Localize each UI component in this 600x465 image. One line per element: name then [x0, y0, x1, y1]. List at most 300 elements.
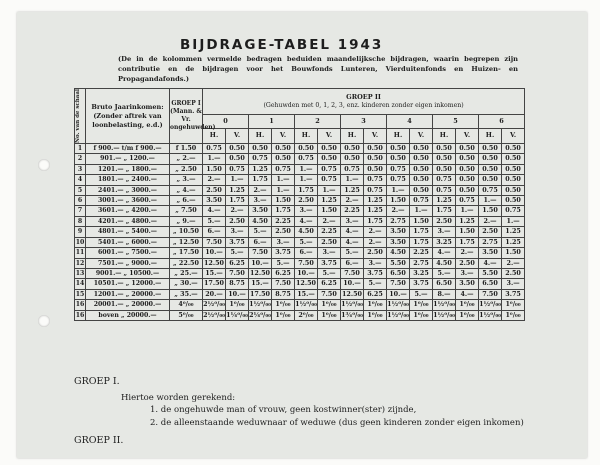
row-income-range: 20001.— „ 20000.— — [86, 300, 170, 310]
row-group2-value: 0.50 — [364, 154, 387, 164]
header-group2-title: GROEP II — [346, 92, 381, 101]
row-group2-value: 3.75 — [272, 248, 295, 258]
row-group2-value: 3.50 — [387, 227, 410, 237]
row-group2-value: 2½⁰/₀₀ — [203, 300, 225, 309]
row-group2-value: 1.— — [272, 185, 295, 195]
row-group2-value: 5.— — [433, 268, 456, 278]
row-group2-value: 1.50 — [387, 196, 410, 206]
row-group1-value: 4⁰/₀₀ — [170, 300, 203, 310]
row-group2-value: 2.— — [341, 196, 364, 206]
row-group2-value: 0.50 — [249, 144, 272, 154]
row-number: 10 — [75, 238, 85, 246]
row-number: 6 — [75, 196, 86, 206]
row-group2-value: 6.25 — [272, 268, 295, 278]
row-group2-value: 5.— — [410, 289, 433, 299]
row-group2-value: 1½⁰/₀₀ — [387, 310, 409, 319]
row-group2-value: 3.75 — [364, 268, 387, 278]
row-group2-value: 4.50 — [249, 216, 272, 226]
row-group2-value: 1.25 — [456, 216, 479, 226]
row-group2-value: 7.50 — [272, 279, 295, 289]
row-group2-value: 0.50 — [387, 144, 410, 154]
row-income-range: 9001.— „ 10500.— — [86, 268, 170, 278]
row-group2-value: 10.— — [226, 289, 249, 299]
row-group2-value: 7.50 — [387, 279, 410, 289]
row-group2-value: 0.75 — [364, 185, 387, 195]
row-group2-value: 15.— — [295, 289, 318, 299]
row-group2-value: 5.— — [272, 258, 295, 268]
row-group2-value: 1⁰/₀₀ — [272, 300, 295, 310]
row-group2-value: 5.— — [341, 248, 364, 258]
row-group2-value: 2.— — [364, 227, 387, 237]
row-group2-value: 10.— — [387, 289, 410, 299]
row-group2-value: 1⁰/₀₀ — [226, 300, 249, 310]
row-group2-value: 2.75 — [410, 258, 433, 268]
row-number: 5 — [75, 185, 86, 195]
header-h: H. — [387, 129, 410, 144]
row-group2-value: 0.50 — [479, 175, 502, 185]
row-group2-value: 2.50 — [456, 258, 479, 268]
contribution-table — [74, 88, 525, 321]
row-number: 1 — [75, 144, 86, 154]
row-group2-value: 4.— — [295, 216, 318, 226]
row-group2-value: 6.25 — [226, 258, 249, 268]
row-group2-value: 3.75 — [226, 237, 249, 247]
row-number: 11 — [75, 249, 85, 257]
row-group2-value: 0.75 — [433, 175, 456, 185]
row-group2-value: 0.75 — [226, 164, 249, 174]
row-group2-value: 0.50 — [456, 185, 479, 195]
row-group2-value: 1.25 — [318, 196, 341, 206]
row-group2-value: 2.25 — [318, 227, 341, 237]
row-group2-value: 0.50 — [364, 164, 387, 174]
page-subtitle: (De in de kolommen vermelde bedragen beduiden maandelijksche bijdragen, waarin begrepen zijn contributie en de bijdragen voor het Bouwfonds Lunteren, Vierduitenfonds en Huizen- en Propagandafonds.) — [118, 55, 518, 83]
row-group2-value: 2.— — [318, 216, 341, 226]
row-group2-value: 1.— — [203, 154, 226, 164]
row-group2-value: 0.50 — [410, 154, 433, 164]
row-income-range: 12001.— „ 20000.— — [86, 289, 170, 299]
row-group2-value: 0.75 — [341, 164, 364, 174]
row-group1-value: „ 3.— — [170, 175, 203, 185]
row-group2-value: 6.50 — [479, 279, 502, 289]
row-group2-value: 2.— — [249, 185, 272, 195]
table-row — [75, 216, 525, 226]
header-children-1: 1 — [249, 114, 295, 129]
header-h: H. — [433, 129, 456, 144]
row-group2-value: 3.— — [502, 279, 525, 289]
row-group2-value: 4.— — [479, 258, 502, 268]
row-number: 16 — [75, 311, 85, 319]
row-group2-value: 2.— — [387, 206, 410, 216]
groep1-item-2: 2. de alleenstaande weduwnaar of weduwe (dus geen kinderen zonder eigen inkomen) — [150, 418, 524, 428]
row-group2-value: 0.75 — [387, 175, 410, 185]
row-group2-value: 0.75 — [318, 175, 341, 185]
table-row — [75, 227, 525, 237]
row-group2-value: 0.50 — [502, 154, 525, 164]
row-group2-value: 3.— — [364, 258, 387, 268]
row-group2-value: 7.50 — [249, 248, 272, 258]
row-group2-value: 0.50 — [502, 185, 525, 195]
row-group2-value: 1.50 — [272, 196, 295, 206]
row-income-range: 901.— „ 1200.— — [86, 154, 170, 164]
row-group2-value: 1⁰/₀₀ — [456, 310, 479, 320]
row-group1-value: „ 30.— — [170, 279, 203, 289]
row-group2-value: 0.50 — [364, 144, 387, 154]
header-v: V. — [272, 129, 295, 144]
row-group2-value: 7.50 — [479, 289, 502, 299]
row-group1-value: „ 4.— — [170, 185, 203, 195]
row-group2-value: 15.— — [249, 279, 272, 289]
row-income-range: 2401.— „ 3000.— — [86, 185, 170, 195]
row-group2-value: 0.50 — [318, 144, 341, 154]
row-group2-value: 1⁰/₀₀ — [410, 300, 433, 310]
row-income-range: f 900.— t/m f 900.— — [86, 144, 170, 154]
table-row — [75, 185, 525, 195]
row-group1-value: „ 7.50 — [170, 206, 203, 216]
table-row — [75, 237, 525, 247]
row-group2-value: 20.— — [203, 289, 226, 299]
row-group1-value: „ 2.50 — [170, 164, 203, 174]
row-number: 4 — [75, 175, 86, 185]
row-group2-value: 0.75 — [295, 154, 318, 164]
row-group2-value: 3.25 — [433, 237, 456, 247]
row-group2-value: 0.75 — [249, 154, 272, 164]
row-income-range: 6001.— „ 7500.— — [86, 248, 170, 258]
row-group2-value: 1.25 — [502, 227, 525, 237]
row-group2-value: 3.— — [295, 206, 318, 216]
row-group2-value: 3.— — [272, 237, 295, 247]
header-h: H. — [203, 129, 226, 144]
row-group2-value: 0.50 — [502, 164, 525, 174]
row-group1-value: 5⁰/₀₀ — [170, 310, 203, 320]
punch-hole-bottom — [38, 315, 50, 327]
table-row — [75, 154, 525, 164]
row-group2-value: 1.75 — [456, 237, 479, 247]
row-group2-value: 6.25 — [364, 289, 387, 299]
row-group2-value: 1¾⁰/₀₀ — [341, 310, 363, 319]
row-group2-value: 0.50 — [433, 164, 456, 174]
row-group2-value: 5.— — [226, 248, 249, 258]
row-group1-value: „ 6.— — [170, 196, 203, 206]
row-group2-value: 0.50 — [272, 144, 295, 154]
row-group2-value: 3.25 — [410, 268, 433, 278]
row-group2-value: 5.50 — [387, 258, 410, 268]
row-group2-value: 0.50 — [433, 144, 456, 154]
row-group2-value: 1.— — [456, 206, 479, 216]
row-group2-value: 3.— — [456, 268, 479, 278]
row-group2-value: 6.50 — [433, 279, 456, 289]
row-group2-value: 1.— — [341, 175, 364, 185]
row-group2-value: 10.— — [249, 258, 272, 268]
row-group2-value: 1⁰/₀₀ — [364, 300, 387, 310]
row-group2-value: 2.75 — [479, 237, 502, 247]
row-group2-value: 0.50 — [502, 175, 525, 185]
row-income-range: 1201.— „ 1800.— — [86, 164, 170, 174]
row-group2-value: 2.75 — [387, 216, 410, 226]
row-group2-value: 0.75 — [318, 164, 341, 174]
row-group2-value: 7.50 — [295, 258, 318, 268]
header-nr: No. van de schaal — [75, 89, 86, 144]
row-group1-value: „ 25.— — [170, 268, 203, 278]
row-group2-value: 12.50 — [341, 289, 362, 298]
row-group2-value: 1.— — [272, 175, 295, 185]
row-group2-value: 6.— — [295, 248, 318, 258]
row-income-range: 4201.— „ 4800.— — [86, 216, 170, 226]
row-group2-value: 0.75 — [456, 196, 479, 206]
row-group2-value: 6.50 — [387, 268, 410, 278]
row-group2-value: 1.25 — [226, 185, 249, 195]
header-group1: GROEP I (Mann. & Vr. ongehuwden) — [170, 89, 203, 144]
row-income-range: 10501.— „ 12000.— — [86, 279, 170, 289]
row-group2-value: 0.50 — [456, 175, 479, 185]
row-group2-value: 6.— — [203, 227, 226, 237]
row-number: 16 — [75, 301, 85, 309]
row-group2-value: 1⁰/₀₀ — [364, 310, 387, 320]
row-group2-value: 5.— — [203, 216, 226, 226]
row-group2-value: 3.75 — [502, 289, 525, 299]
row-group2-value: 0.50 — [410, 185, 433, 195]
table-row — [75, 310, 525, 320]
row-group2-value: 1.50 — [410, 216, 433, 226]
row-group2-value: 1⁰/₀₀ — [272, 310, 295, 320]
row-number: 12 — [75, 259, 85, 267]
row-group2-value: 0.50 — [341, 154, 364, 164]
groep1-heading: GROEP I. — [74, 376, 120, 387]
row-group2-value: 0.50 — [502, 144, 525, 154]
row-group2-value: 2.50 — [203, 185, 226, 195]
row-group2-value: 0.75 — [272, 164, 295, 174]
row-number: 7 — [75, 206, 86, 216]
header-children-6: 6 — [479, 114, 525, 129]
row-group2-value: 0.50 — [410, 175, 433, 185]
row-group2-value: 0.50 — [410, 164, 433, 174]
header-v: V. — [226, 129, 249, 144]
row-group2-value: 1.50 — [502, 248, 525, 258]
header-children-5: 5 — [433, 114, 479, 129]
row-group2-value: 6.25 — [318, 279, 341, 289]
row-group2-value: 4.— — [456, 289, 479, 299]
row-group2-value: 17.50 — [203, 279, 224, 288]
row-group2-value: 1.50 — [479, 206, 502, 216]
row-group2-value: 3.75 — [410, 279, 433, 289]
row-group2-value: 3.50 — [203, 196, 226, 206]
row-group2-value: 2.50 — [295, 196, 318, 206]
row-group2-value: 1.— — [318, 185, 341, 195]
row-group1-value: „ 22.50 — [170, 258, 203, 268]
row-group2-value: 5.— — [364, 279, 387, 289]
row-group2-value: 0.50 — [456, 164, 479, 174]
row-group2-value: 3.— — [341, 216, 364, 226]
table-row — [75, 196, 525, 206]
punch-hole-top — [38, 159, 50, 171]
header-h: H. — [341, 129, 364, 144]
row-group2-value: 2.50 — [226, 216, 249, 226]
row-group2-value: 10.— — [341, 279, 364, 289]
row-group2-value: 1.— — [387, 185, 410, 195]
row-group2-value: 1.75 — [364, 216, 387, 226]
row-group2-value: 0.75 — [479, 185, 502, 195]
row-group2-value: 1½⁰/₀₀ — [479, 300, 501, 309]
row-group1-value: f 1.50 — [170, 144, 203, 154]
row-group2-value: 4.50 — [433, 258, 456, 268]
row-group2-value: 2.— — [479, 216, 502, 226]
row-group2-value: 6.— — [341, 258, 364, 268]
row-group2-value: 0.50 — [226, 144, 249, 154]
row-group2-value: 2.— — [226, 206, 249, 216]
table-body — [75, 144, 525, 321]
row-group2-value: 0.75 — [364, 175, 387, 185]
row-group2-value: 3.50 — [479, 248, 502, 258]
header-group2-subtitle: (Gehuwden met 0, 1, 2, 3, enz. kinderen zonder eigen inkomen) — [263, 101, 464, 109]
row-group2-value: 1.75 — [226, 196, 249, 206]
row-group2-value: 2¼⁰/₀₀ — [249, 310, 271, 319]
row-group2-value: 2.25 — [341, 206, 364, 216]
row-number: 15 — [75, 290, 85, 298]
row-income-range: 3601.— „ 4200.— — [86, 206, 170, 216]
row-group2-value: 2.25 — [410, 248, 433, 258]
row-group2-value: 7.50 — [341, 268, 364, 278]
row-group2-value: 5.— — [318, 268, 341, 278]
row-group2-value: 3.— — [249, 196, 272, 206]
header-h: H. — [479, 129, 502, 144]
page-title: BIJDRAGE-TABEL 1943 — [180, 37, 384, 53]
row-group2-value: 12.50 — [203, 258, 224, 267]
row-group2-value: 0.50 — [479, 144, 502, 154]
row-group2-value: 0.50 — [479, 154, 502, 164]
row-group2-value: 2.— — [203, 175, 226, 185]
row-income-range: 7501.— „ 9000.— — [86, 258, 170, 268]
row-group2-value: 3.75 — [318, 258, 341, 268]
row-group2-value: 0.50 — [479, 164, 502, 174]
row-group1-value: „ 2.— — [170, 154, 203, 164]
row-group2-value: 1.— — [502, 216, 525, 226]
table-row — [75, 258, 525, 268]
groep1-item-1: 1. de ongehuwde man of vrouw, geen kostwinner(ster) zijnde, — [150, 405, 417, 415]
row-group2-value: 8.75 — [226, 279, 249, 289]
row-group2-value: 1.50 — [456, 227, 479, 237]
row-group2-value: 1.— — [295, 175, 318, 185]
row-group2-value: 1½⁰/₀₀ — [387, 300, 409, 309]
row-group2-value: 3.— — [433, 227, 456, 237]
row-group2-value: 8.75 — [272, 289, 295, 299]
row-group2-value: 1.75 — [272, 206, 295, 216]
row-group2-value: 1.— — [479, 196, 502, 206]
row-group2-value: 1½⁰/₀₀ — [433, 300, 455, 309]
row-group2-value: 1⁰/₀₀ — [318, 300, 341, 310]
row-group2-value: 10.— — [203, 248, 226, 258]
row-group2-value: 4.— — [433, 248, 456, 258]
table-row — [75, 164, 525, 174]
row-group2-value: 7.50 — [203, 237, 226, 247]
row-group2-value: 5.— — [295, 237, 318, 247]
row-group2-value: 0.50 — [341, 144, 364, 154]
row-group2-value: 4.— — [341, 237, 364, 247]
header-income: Bruto Jaarinkomen: (Zonder aftrek van loonbelasting, e.d.) — [86, 89, 170, 144]
row-group2-value: 1.75 — [410, 227, 433, 237]
row-income-range: boven „ 20000.— — [86, 310, 170, 320]
row-group2-value: 12.50 — [249, 268, 270, 277]
row-group2-value: 0.50 — [226, 154, 249, 164]
row-group2-value: 4.50 — [295, 227, 318, 237]
row-group1-value: „ 12.50 — [170, 237, 203, 247]
header-children-2: 2 — [295, 114, 341, 129]
row-group2-value: 0.50 — [433, 154, 456, 164]
row-group2-value: 4.50 — [387, 248, 410, 258]
row-group1-value: „ 10.50 — [170, 227, 203, 237]
row-number: 14 — [75, 280, 85, 288]
table-row — [75, 144, 525, 154]
row-group2-value: 3.50 — [387, 237, 410, 247]
header-children-4: 4 — [387, 114, 433, 129]
table-row — [75, 279, 525, 289]
row-number: 8 — [75, 216, 86, 226]
row-group2-value: 1.25 — [433, 196, 456, 206]
row-group2-value: 0.75 — [433, 185, 456, 195]
row-group2-value: 2.50 — [502, 268, 525, 278]
row-group2-value: 0.50 — [272, 154, 295, 164]
row-group2-value: 0.50 — [502, 196, 525, 206]
row-group2-value: 6.— — [249, 237, 272, 247]
header-h: H. — [249, 129, 272, 144]
table-row — [75, 175, 525, 185]
row-group2-value: 0.50 — [387, 154, 410, 164]
row-group2-value: 1.25 — [502, 237, 525, 247]
row-group2-value: 3.50 — [456, 279, 479, 289]
row-group2-value: 5.50 — [479, 268, 502, 278]
row-group2-value: 10.— — [295, 268, 318, 278]
row-group2-value: 0.50 — [456, 154, 479, 164]
row-group2-value: 1.— — [226, 175, 249, 185]
table-row — [75, 289, 525, 299]
groep2-heading: GROEP II. — [74, 435, 124, 446]
row-group2-value: 7.50 — [226, 268, 249, 278]
header-children-3: 3 — [341, 114, 387, 129]
row-group2-value: 0.50 — [295, 144, 318, 154]
row-group2-value: 1.25 — [341, 185, 364, 195]
row-group2-value: 1¼⁰/₀₀ — [226, 310, 248, 319]
row-group2-value: 1⁰/₀₀ — [318, 310, 341, 320]
row-group2-value: 1.— — [410, 206, 433, 216]
row-income-range: 5401.— „ 6000.— — [86, 237, 170, 247]
row-number: 13 — [75, 269, 85, 277]
row-group2-value: 2.— — [502, 258, 525, 268]
row-group2-value: 1.50 — [318, 206, 341, 216]
row-group2-value: 2.50 — [433, 216, 456, 226]
row-group2-value: 1.75 — [410, 237, 433, 247]
row-number: 3 — [75, 164, 86, 174]
row-group2-value: 2.25 — [272, 216, 295, 226]
row-group2-value: 2.50 — [318, 237, 341, 247]
row-group2-value: 3.— — [318, 248, 341, 258]
row-group2-value: 2.50 — [479, 227, 502, 237]
table-row — [75, 268, 525, 278]
row-group2-value: 2.— — [364, 237, 387, 247]
row-group2-value: 1.75 — [249, 175, 272, 185]
row-group2-value: 1½⁰/₀₀ — [249, 300, 271, 309]
row-income-range: 3001.— „ 3600.— — [86, 196, 170, 206]
row-number: 9 — [75, 227, 86, 237]
row-group2-value: 1½⁰/₀₀ — [295, 300, 317, 309]
row-group2-value: 0.75 — [203, 144, 226, 154]
row-group2-value: 1⁰/₀₀ — [502, 310, 525, 320]
row-group2-value: 1.75 — [433, 206, 456, 216]
row-group2-value: 1½⁰/₀₀ — [341, 300, 363, 309]
header-v: V. — [410, 129, 433, 144]
row-group2-value: 2.50 — [364, 248, 387, 258]
header-v: V. — [502, 129, 525, 144]
row-group2-value: 5.— — [249, 227, 272, 237]
row-group2-value: 7.50 — [318, 289, 341, 299]
row-number: 2 — [75, 154, 86, 164]
